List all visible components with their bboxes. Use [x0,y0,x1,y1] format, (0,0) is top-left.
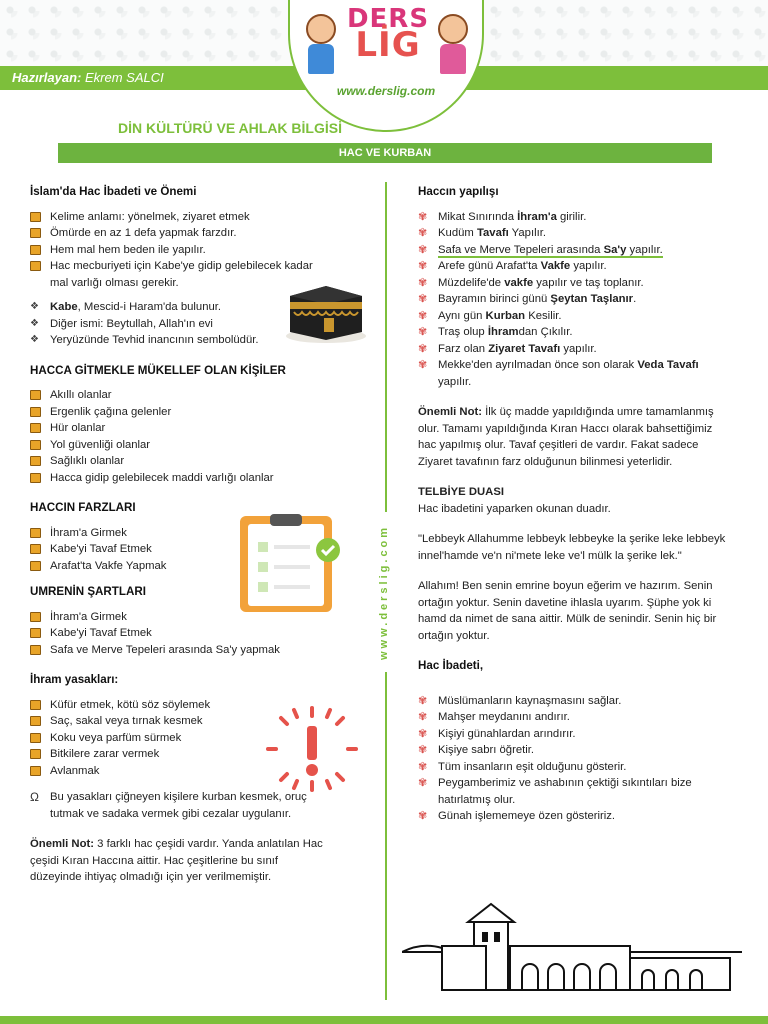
list-item: ✾ Farz olan Ziyaret Tavafı yapılır. [418,342,597,355]
list-item: ✾ Kişiye sabrı öğretir. [418,744,535,756]
flower-icon: ✾ [418,810,428,822]
book-icon [30,716,41,726]
list-item: Bitkilere zarar vermek [30,746,370,763]
list-item: Kabe'yi Tavaf Etmek [30,625,370,642]
book-icon [30,261,41,271]
list-item: İhram'a Girmek [30,609,370,626]
list-item: ✾ Arefe günü Arafat'ta Vakfe yapılır. [418,260,607,272]
list-item: Hacca gidip gelebilecek maddi varlığı olanlar [30,470,370,487]
list-item: ✾ Mikat Sınırında İhram'a girilir. [418,210,587,223]
flower-icon: ✾ [418,227,428,239]
book-icon [30,700,41,710]
diamond-icon: ❖ [30,334,39,345]
book-icon [30,766,41,776]
omega-icon: Ω [30,790,39,804]
clipboard-icon [236,514,340,614]
list-item: Kabe'yi Tavaf Etmek [30,541,370,558]
flower-icon: ✾ [418,260,428,272]
list-item: Hem mal hem beden ile yapılır. [30,242,370,259]
flower-icon: ✾ [418,760,428,773]
list-item: Safa ve Merve Tepeleri arasında Sa'y yapmak [30,642,370,659]
list-item: ✾ Günah işlememeye özen gösteririz. [418,810,616,822]
flower-icon: ✾ [418,243,428,256]
flower-icon: ✾ [418,342,428,355]
list-item: ✾ Aynı gün Kurban Kesilir. [418,309,562,322]
book-icon [30,390,41,400]
flower-icon: ✾ [418,309,428,322]
flower-icon: ✾ [418,777,428,789]
note-label: Önemli Not: [418,406,483,418]
section-hac-yapilisi [418,184,738,390]
book-icon [30,544,41,554]
flower-icon: ✾ [418,359,428,371]
note-label: Önemli Not: [30,838,95,850]
section-title: HACCIN FARZLARI [30,501,136,514]
footer-bar [0,1016,768,1024]
list-item: Arafat'ta Vakfe Yapmak [30,558,370,575]
note-text: 3 farklı hac çeşidi vardır. Yanda anlatılan Hac çeşidi Kıran Haccına aittir. Hac çeşitlerine bu sınıf düzeyinde ihtiyaç olmadığı için yer verilmemiştir. [30,838,323,883]
list-item: ✾ Müzdelife'de vakfe yapılır ve taş toplanır. [418,276,644,289]
author-line [12,70,164,85]
right-note [418,404,718,470]
logo-line2: LİG [355,25,421,65]
flower-icon: ✾ [418,276,428,289]
side-url: www.derslig.com [378,512,394,672]
section-title: Hac İbadeti, [418,659,484,672]
list-item: ✾ Traş olup İhramdan Çıkılır. [418,326,573,338]
mosque-illustration-icon [402,902,742,1002]
book-icon [30,645,41,655]
list-item: ✾ Bayramın birinci günü Şeytan Taşlanır. [418,293,637,305]
list-item: Ömürde en az 1 defa yapmak farzdır. [30,225,370,242]
list-item: ✾ Mahşer meydanını andırır. [418,711,570,723]
book-icon [30,245,41,255]
section-title: İslam'da Hac İbadeti ve Önemi [30,185,197,198]
note-text: İlk üç madde yapıldığında umre tamamlanmış olur. Tamamı yapıldığında Kıran Haccı olarak bahsettiğimiz hac yapılmış olur. Tavaf çeşitleri de vardır. Fakat sadece Ziyaret tavafının farz olduğunun bilinmesi yeterlidir. [418,406,714,468]
list-item: Saç, sakal veya tırnak kesmek [30,713,370,730]
flower-icon: ✾ [418,744,428,756]
section-title: HACCA GİTMEKLE MÜKELLEF OLAN KİŞİLER [30,363,286,377]
logo-text [338,4,438,65]
list-item: Ergenlik çağına gelenler [30,404,370,421]
book-icon [30,407,41,417]
book-icon [30,228,41,238]
book-icon [30,561,41,571]
telbiye-subtitle: Hac ibadetini yaparken okunan duadır. [418,502,611,515]
book-icon [30,628,41,638]
kaaba-icon [284,282,368,344]
page-subtitle: HAC VE KURBAN [58,143,712,163]
logo [288,0,484,132]
section-title: TELBİYE DUASI [418,486,504,498]
author-label: Hazırlayan: [12,70,82,85]
flower-icon: ✾ [418,711,428,723]
right-column [418,184,738,839]
section-telbiye [418,484,728,644]
list-item: ✾ Tüm insanların eşit olduğunu gösterir. [418,760,627,773]
telbiye-text: "Lebbeyk Allahumme lebbeyk lebbeyke la şerike leke lebbeyk innel'hamde ve'n ni'mete leke ve'l mülk la şerike lek." [418,533,726,562]
flower-icon: ✾ [418,727,428,740]
telbiye-meaning: Allahım! Ben senin emrine boyun eğerim ve hazırım. Senin ortağın yoktur. Senin davetine ihlasla uyarım. Şüphe yok ki hamd da nimet de sana aittir. Mülk de senindir. Senin hiç bir ortağın yoktur. [418,580,717,642]
flower-icon: ✾ [418,326,428,338]
list-item: Yol güvenliği olanlar [30,437,370,454]
list-item: ✾ Kişiyi günahlardan arındırır. [418,727,576,740]
author-name: Ekrem SALCI [85,70,164,85]
list-item: ✾ Peygamberimiz ve ashabının çektiği sıkıntıları bize hatırlatmış olur. [418,777,692,806]
book-icon [30,528,41,538]
list-item: ✾ Safa ve Merve Tepeleri arasında Sa'y yapılır. [418,243,663,256]
book-icon [30,473,41,483]
list-item: ✾ Müslümanların kaynaşmasını sağlar. [418,694,622,707]
list-item: Ω Bu yasakları çiğneyen kişilere kurban kesmek, oruç tutmak ve sadaka vermek gibi cezalar uygulanır. [30,790,307,820]
section-title: UMRENİN ŞARTLARI [30,585,146,598]
list-item: ❖ Kabe, Mescid-i Haram'da bulunur. [30,301,222,313]
list-item: İhram'a Girmek [30,525,370,542]
list-item: ❖ Yeryüzünde Tevhid inancının sembolüdür. [30,334,259,346]
list-item: Hac mecburiyeti için Kabe'ye gidip gelebilecek kadar mal varlığı olması gerekir. [30,258,330,291]
section-title: İhram yasakları: [30,673,119,686]
page-title: DİN KÜLTÜRÜ VE AHLAK BİLGİSİ [118,120,342,136]
section-mukellef [30,363,370,487]
logo-line1: DERS [346,4,430,34]
list-item: ✾ Kudüm Tavafı Yapılır. [418,227,547,239]
book-icon [30,212,41,222]
list-item: Avlanmak [30,763,370,780]
list-item: Koku veya parfüm sürmek [30,730,370,747]
list-item: ❖ Diğer ismi: Beytullah, Allah'ın evi [30,317,213,330]
warning-icon [262,704,362,794]
list-item: Hür olanlar [30,420,370,437]
book-icon [30,733,41,743]
section-title: Haccın yapılışı [418,185,499,198]
book-icon [30,440,41,450]
list-item: ✾ Mekke'den ayrılmadan önce son olarak Veda Tavafı yapılır. [418,359,699,388]
book-icon [30,612,41,622]
list-item: Akıllı olanlar [30,387,370,404]
flower-icon: ✾ [418,694,428,707]
book-icon [30,423,41,433]
left-note [30,836,330,886]
list-item: Sağlıklı olanlar [30,453,370,470]
section-hac-ibadeti [418,658,738,825]
flower-icon: ✾ [418,293,428,305]
girl-mascot-icon [436,14,470,76]
logo-url: www.derslig.com [336,84,436,98]
book-icon [30,749,41,759]
list-item: Küfür etmek, kötü söz söylemek [30,697,370,714]
list-item: Kelime anlamı: yönelmek, ziyaret etmek [30,209,370,226]
diamond-icon: ❖ [30,317,39,329]
flower-icon: ✾ [418,210,428,223]
book-icon [30,456,41,466]
boy-mascot-icon [304,14,338,76]
diamond-icon: ❖ [30,301,39,312]
